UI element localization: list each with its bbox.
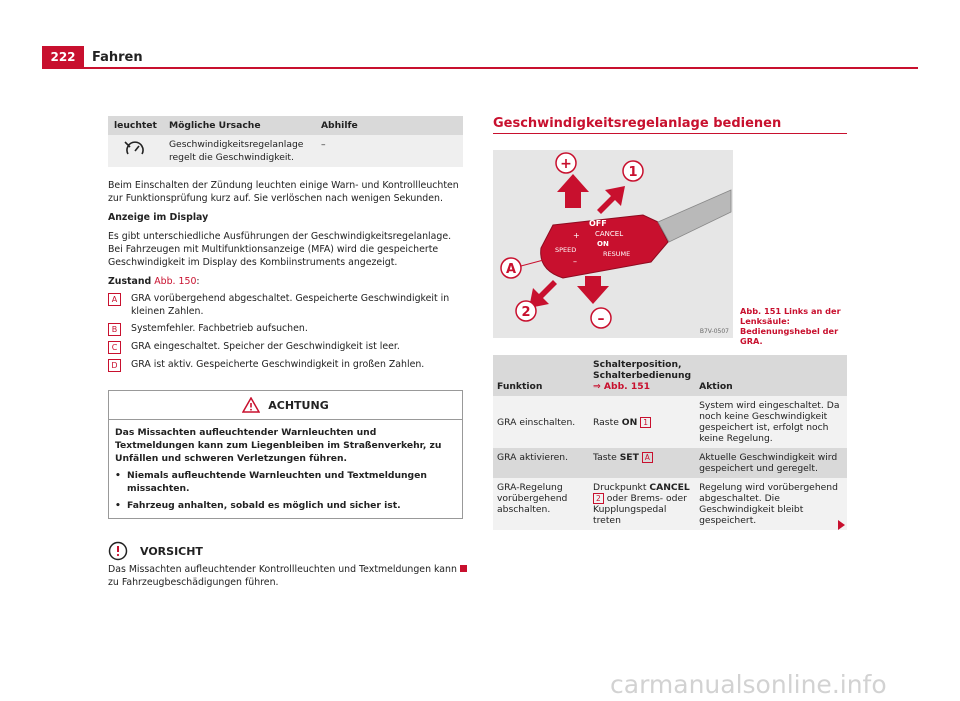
cell-schalter bbox=[589, 448, 695, 478]
chapter-title: Fahren bbox=[92, 50, 143, 65]
schalter-box: A bbox=[642, 452, 653, 463]
lever-text-off: OFF bbox=[589, 219, 607, 228]
caution-exclamation-icon bbox=[108, 541, 128, 561]
schalter-bold: ON bbox=[621, 416, 638, 428]
schalter-line2: Schalterbedienung bbox=[593, 370, 692, 381]
col-header-funktion: Funktion bbox=[493, 355, 589, 396]
warning-box bbox=[108, 390, 463, 519]
bullet-dot: • bbox=[115, 500, 121, 511]
schalter-box: 2 bbox=[593, 493, 604, 504]
state-item bbox=[108, 292, 463, 318]
cell-remedy: – bbox=[315, 135, 463, 167]
warning-header bbox=[109, 391, 462, 420]
label-minus: – bbox=[597, 311, 605, 327]
lever-text-speed: SPEED bbox=[555, 246, 577, 254]
schalter-ref[interactable]: ⇒ Abb. 151 bbox=[593, 381, 651, 392]
continue-arrow-icon bbox=[838, 520, 845, 530]
warning-light-table bbox=[108, 116, 463, 167]
state-letter: B bbox=[108, 323, 121, 336]
section-title-rule bbox=[493, 133, 847, 134]
zustand-label: Zustand bbox=[108, 276, 152, 287]
schalter-line1: Schalterposition, bbox=[593, 359, 682, 370]
schalter-box: 1 bbox=[640, 417, 651, 428]
col-header-leuchtet: leuchtet bbox=[108, 116, 163, 135]
state-letter: C bbox=[108, 341, 121, 354]
zustand-colon: : bbox=[196, 276, 200, 287]
label-plus: + bbox=[560, 156, 572, 172]
state-text: Systemfehler. Fachbetrieb aufsuchen. bbox=[131, 323, 308, 334]
schalter-post: oder Brems- oder Kupplungspedal treten bbox=[593, 493, 687, 526]
cell-schalter bbox=[589, 396, 695, 448]
cell-funktion: GRA aktivieren. bbox=[493, 448, 589, 478]
state-letter: A bbox=[108, 293, 121, 306]
cell-aktion: System wird eingeschaltet. Da noch keine Geschwindigkeit gespeichert ist, erfolgt noch keine Regelung. bbox=[695, 396, 847, 448]
display-text: Es gibt unterschiedliche Ausführungen der Geschwindigkeitsregelanlage. Bei Fahrzeugen mit Multifunktionsanzeige (MFA) wird die gespeicherte Geschwindigkeit im Display des Kombiinstruments angezeigt. bbox=[108, 231, 452, 268]
schalter-bold: CANCEL bbox=[649, 482, 690, 493]
lever-text-minus: – bbox=[573, 257, 577, 266]
table-row bbox=[493, 448, 847, 478]
cell-aktion: Aktuelle Geschwindigkeit wird gespeichert und geregelt. bbox=[695, 448, 847, 478]
col-header-schalter bbox=[589, 355, 695, 396]
schalter-pre: Druckpunkt bbox=[593, 482, 650, 493]
cell-cause: Geschwindigkeitsregelanlage regelt die Geschwindigkeit. bbox=[163, 135, 315, 167]
cell-funktion: GRA einschalten. bbox=[493, 396, 589, 448]
lever-text-resume: RESUME bbox=[603, 250, 631, 258]
left-column bbox=[108, 116, 463, 589]
state-text: GRA ist aktiv. Gespeicherte Geschwindigkeit in großen Zahlen. bbox=[131, 359, 425, 370]
state-text: GRA eingeschaltet. Speicher der Geschwindigkeit ist leer. bbox=[131, 341, 400, 352]
state-item bbox=[108, 322, 463, 336]
lever-text-plus: + bbox=[573, 231, 580, 240]
state-text: GRA vorübergehend abgeschaltet. Gespeicherte Geschwindigkeit in kleinen Zahlen. bbox=[131, 293, 450, 317]
warning-bullet-text: Fahrzeug anhalten, sobald es möglich und sicher ist. bbox=[127, 500, 401, 511]
section-title: Geschwindigkeitsregelanlage bedienen bbox=[493, 116, 782, 131]
zustand-ref[interactable]: Abb. 150 bbox=[154, 276, 197, 287]
display-heading: Anzeige im Display bbox=[108, 212, 209, 223]
label-two: 2 bbox=[521, 305, 531, 320]
state-letter: D bbox=[108, 359, 121, 372]
schalter-pre: Raste bbox=[593, 416, 622, 428]
section-end-marker bbox=[460, 565, 467, 572]
warning-triangle-icon bbox=[242, 397, 260, 413]
figure-caption: Abb. 151 Links an der Lenksäule: Bedienungshebel der GRA. bbox=[740, 306, 841, 346]
cell-aktion: Regelung wird vorübergehend abgeschaltet. Die Geschwindigkeit bleibt gespeichert. bbox=[695, 478, 847, 530]
figure-code: B7V-0507 bbox=[699, 328, 729, 335]
page-number: 222 bbox=[42, 46, 84, 68]
schalter-pre: Taste bbox=[593, 452, 620, 463]
bullet-dot: • bbox=[115, 470, 121, 481]
watermark: carmanualsonline.info bbox=[610, 670, 887, 699]
state-item bbox=[108, 340, 463, 354]
lever-text-cancel: CANCEL bbox=[595, 230, 624, 238]
figure-lever bbox=[493, 150, 733, 338]
caution-header bbox=[108, 541, 463, 561]
warning-text: Das Missachten aufleuchtender Warnleuchten und Textmeldungen kann zum Liegenbleiben im Straßenverkehr, zu Unfällen und schweren Verletzungen führen. bbox=[115, 427, 442, 464]
table-row bbox=[493, 478, 847, 530]
operation-table bbox=[493, 355, 847, 530]
col-header-ursache: Mögliche Ursache bbox=[163, 116, 315, 135]
caution-text: Das Missachten aufleuchtender Kontrollleuchten und Textmeldungen kann zu Fahrzeugbeschädigungen führen. bbox=[108, 564, 457, 588]
warning-body bbox=[109, 420, 462, 518]
label-one: 1 bbox=[628, 165, 638, 180]
col-header-abhilfe: Abhilfe bbox=[315, 116, 463, 135]
cell-funktion: GRA-Regelung vorübergehend abschalten. bbox=[493, 478, 589, 530]
zustand-line bbox=[108, 275, 463, 288]
label-a: A bbox=[505, 262, 517, 277]
intro-text: Beim Einschalten der Zündung leuchten einige Warn- und Kontrollleuchten zur Funktionsprüfung kurz auf. Sie verlöschen nach wenigen Sekunden. bbox=[108, 180, 459, 204]
caution-title: VORSICHT bbox=[140, 544, 203, 558]
table-row bbox=[493, 396, 847, 448]
warning-bullet bbox=[115, 469, 456, 495]
cell-schalter bbox=[589, 478, 695, 530]
cell-icon bbox=[108, 135, 163, 167]
warning-title: ACHTUNG bbox=[268, 398, 329, 412]
col-header-aktion: Aktion bbox=[695, 355, 847, 396]
state-item bbox=[108, 358, 463, 372]
lever-text-on: ON bbox=[597, 240, 609, 248]
header-rule bbox=[42, 67, 918, 69]
warning-bullet bbox=[115, 499, 456, 512]
warning-bullet-text: Niemals aufleuchtende Warnleuchten und Textmeldungen missachten. bbox=[127, 470, 427, 494]
schalter-bold: SET bbox=[619, 452, 639, 463]
cruise-control-icon bbox=[124, 140, 146, 158]
lever-illustration bbox=[493, 150, 733, 338]
